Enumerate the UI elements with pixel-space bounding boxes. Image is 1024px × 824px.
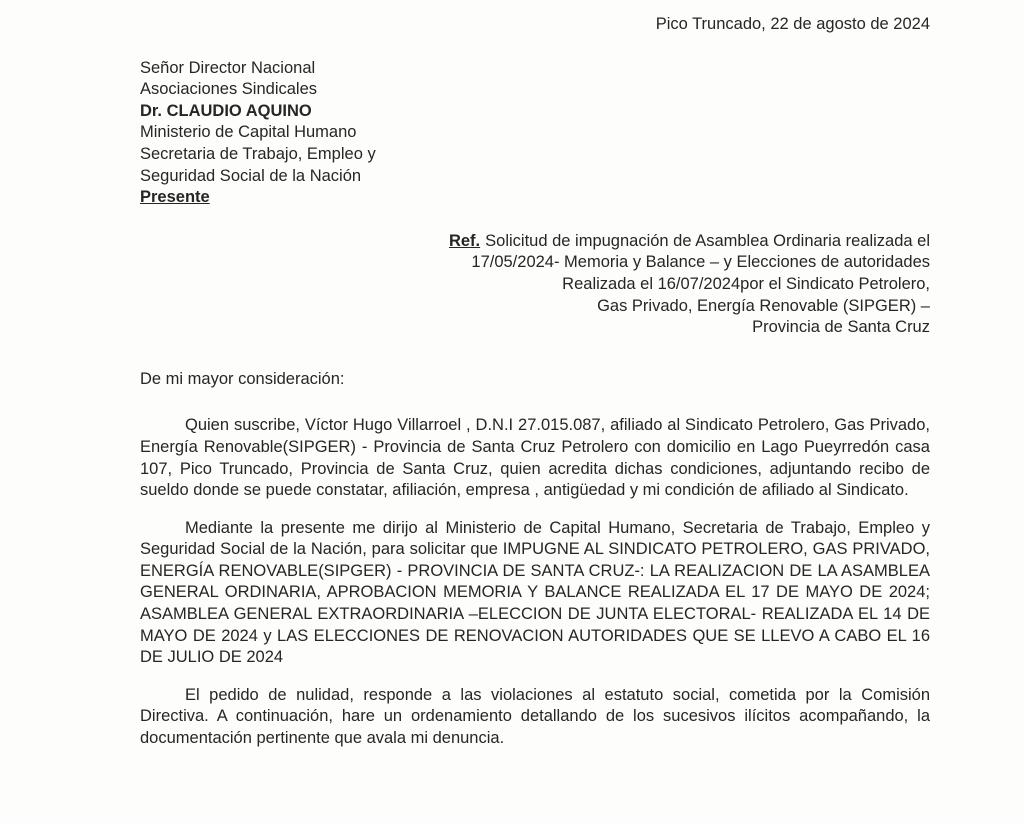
- reference-line-1: [140, 231, 930, 253]
- reference-line-1-text: Solicitud de impugnación de Asamblea Ordinaria realizada el: [485, 231, 930, 250]
- date-line: Pico Truncado, 22 de agosto de 2024: [655, 15, 930, 33]
- salutation: De mi mayor consideración:: [140, 369, 345, 388]
- reference-line-2: 17/05/2024- Memoria y Balance – y Elecciones de autoridades: [471, 253, 930, 272]
- paragraph-request: Mediante la presente me dirijo al Ministerio de Capital Humano, Secretaria de Trabajo, Empleo y Seguridad Social de la Nación, para solicitar que IMPUGNE AL SINDICATO PETROLERO, GAS PRIVADO, ENERGÍA RENOVABLE(SIPGER) - PROVINCIA DE SANTA CRUZ-: LA REALIZACION DE LA ASAMBLEA GENERAL ORDINARIA, APROBACION MEMORIA Y BALANCE REALIZADA EL 17 DE MAYO DE 2024; ASAMBLEA GENERAL EXTRAORDINARIA –ELECCION DE JUNTA ELECTORAL- REALIZADA EL 14 DE MAYO DE 2024 y LAS ELECCIONES DE RENOVACION AUTORIDADES QUE SE LLEVO A CABO EL 16 DE JULIO DE 2024: [140, 518, 930, 667]
- recipient-line-secretary-1: Secretaria de Trabajo, Empleo y: [140, 144, 376, 163]
- recipient-line-secretary-2: Seguridad Social de la Nación: [140, 166, 362, 185]
- paragraph-introduction: Quien suscribe, Víctor Hugo Villarroel , D.N.I 27.015.087, afiliado al Sindicato Petrolero, Gas Privado, Energía Renovable(SIPGER) - Provincia de Santa Cruz Petrolero con domicilio en Lago Pueyrredón casa 107, Pico Truncado, Provincia de Santa Cruz, quien acredita dichas condiciones, adjuntando recibo de sueldo donde se puede constatar, afiliación, empresa , antigüedad y mi condición de afiliado al Sindicato.: [140, 416, 930, 500]
- paragraph-closing: El pedido de nulidad, responde a las violaciones al estatuto social, cometida por la Comisión Directiva. A continuación, hare un ordenamiento detallando de los sucesivos ilícitos acompañando, la documentación pertinente que avala mi denuncia.: [140, 685, 930, 748]
- recipient-block: [140, 58, 930, 209]
- reference-line-4: Gas Privado, Energía Renovable (SIPGER) –: [597, 296, 930, 315]
- recipient-line-department: Asociaciones Sindicales: [140, 80, 318, 99]
- reference-line-5: Provincia de Santa Cruz: [752, 318, 930, 337]
- recipient-line-title: Señor Director Nacional: [140, 58, 316, 77]
- reference-label: Ref.: [448, 231, 481, 250]
- recipient-line-ministry: Ministerio de Capital Humano: [140, 123, 357, 142]
- recipient-line-name: Dr. CLAUDIO AQUINO: [140, 101, 312, 120]
- reference-block: [140, 231, 930, 339]
- reference-line-3: Realizada el 16/07/2024por el Sindicato Petrolero,: [562, 274, 930, 293]
- recipient-line-presente: Presente: [140, 188, 210, 207]
